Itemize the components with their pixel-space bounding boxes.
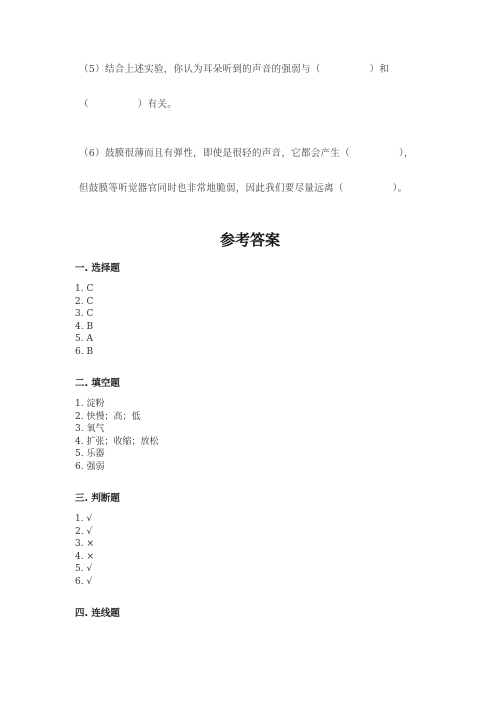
answer-list-choice — [75, 283, 93, 359]
answer-item: 5. √ — [75, 564, 93, 575]
answer-item: 1. 淀粉 — [75, 399, 105, 409]
answer-item: 1. √ — [75, 514, 93, 524]
answer-item: 4. 扩张；收缩；放松 — [75, 436, 159, 447]
answer-item: 4. B — [75, 321, 94, 332]
section-heading-true-false: 三. 判断题 — [75, 493, 120, 504]
section-heading-choice: 一. 选择题 — [75, 263, 120, 274]
answer-key-title: 参考答案 — [219, 231, 280, 249]
answer-item: 3. C — [75, 309, 94, 320]
answer-item: 3. × — [75, 539, 94, 550]
answer-item: 5. 乐器 — [75, 449, 105, 460]
answer-item: 6. B — [75, 346, 94, 357]
question-6-line-1: （6）鼓膜很薄而且有弹性，即使是很轻的声音，它都会产生（ ）， — [79, 148, 414, 159]
answer-item: 2. 快慢；高；低 — [75, 411, 141, 422]
question-6-line-2: 但鼓膜等听觉器官同时也非常地脆弱，因此我们要尽量远离（ ）。 — [79, 183, 408, 194]
question-5-line-2: （ ）有关。 — [79, 99, 178, 110]
answer-item: 5. A — [75, 334, 93, 345]
answer-item: 6. √ — [75, 576, 93, 587]
answer-list-fill-blank — [75, 398, 158, 474]
answer-item: 1. C — [75, 284, 94, 294]
section-heading-fill-blank: 二. 填空题 — [75, 378, 120, 389]
question-5-line-1: （5）结合上述实验，你认为耳朵听到的声音的强弱与（ ）和 — [79, 64, 390, 75]
section-heading-matching: 四. 连线题 — [75, 608, 120, 619]
answer-item: 6. 强弱 — [75, 461, 105, 472]
answer-item: 2. C — [75, 296, 94, 307]
answer-item: 2. √ — [75, 526, 93, 537]
answer-item: 4. × — [75, 551, 94, 562]
answer-list-true-false — [75, 513, 94, 589]
answer-item: 3. 氧气 — [75, 424, 105, 435]
